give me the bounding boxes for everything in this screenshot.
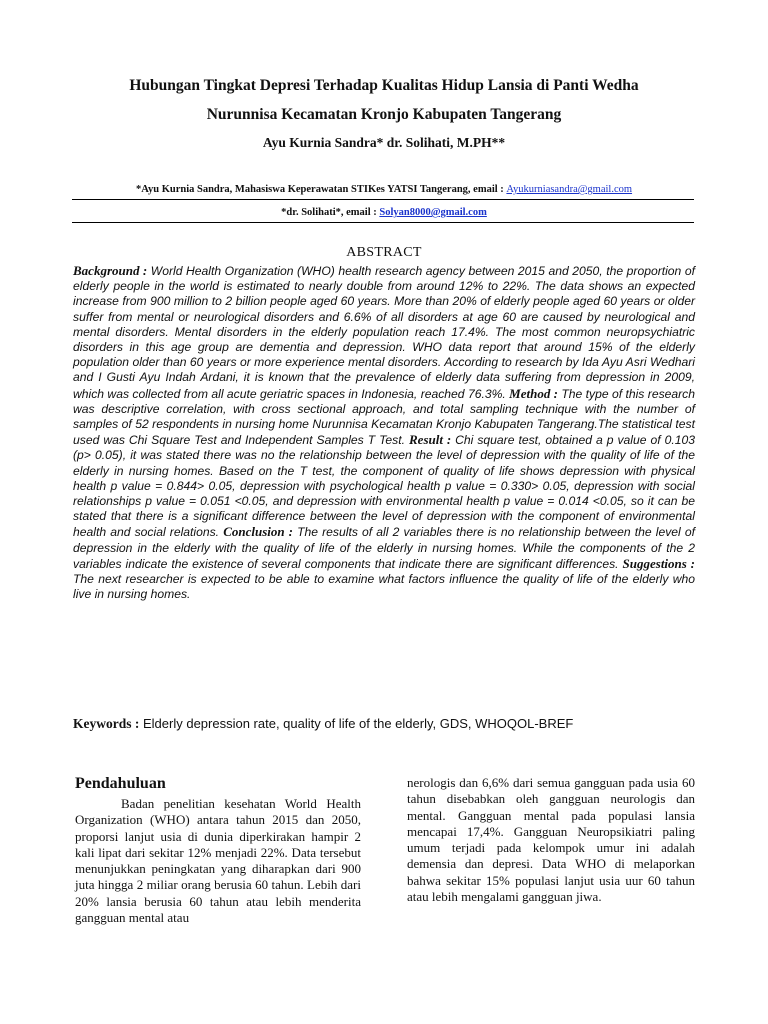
conclusion-text: The results of all 2 variables there is no relationship between the level of depression in the elderly with the quality of life of the elderly in nursing homes. While the components of the 2 variables indicate the existence of several components that indicate there are significant differences. — [73, 525, 696, 571]
paper-title-line1: Hubungan Tingkat Depresi Terhadap Kualitas Hidup Lansia di Panti Wedha — [129, 77, 639, 94]
paper-title-line2: Nurunnisa Kecamatan Kronjo Kabupaten Tangerang — [206, 106, 562, 123]
background-text: World Health Organization (WHO) health research agency between 2015 and 2050, the proportion of elderly people in the world is estimated to nearly double from around 12% to 22%. The data shows an expected increase from 900 million to 2 billion people aged 60 years. More than 20% of elderly people aged 60 years or older suffer from mental or neurological disorders and 6.6% of all disorders at age 60 are caused by neurological and mental disorders. Mental disorders in the elderly population reach 17.4%. The most common neuropsychiatric disorders in this age group are dementia and depression. WHO data report that around 15% of the elderly population older than 60 years or more experience mental disorders. According to research by Ida Ayu Asri Wedhari and I Gusti Ayu Indah Ardani, it is known that the prevalence of elderly data suffering from depression in 2009, which was collected from all acute geriatric spaces in Indonesia, reached 76.3%. — [73, 264, 695, 401]
affiliation-1 — [70, 184, 698, 195]
section-heading: Pendahuluan — [75, 775, 166, 792]
body-column-left — [75, 796, 361, 926]
suggestions-label: Suggestions : — [622, 555, 695, 571]
result-label: Result : — [409, 432, 452, 448]
email-link-2[interactable]: Solyan8000@gmail.com — [379, 207, 487, 218]
abstract-body — [73, 263, 695, 602]
affiliation-2 — [70, 207, 698, 218]
keywords-text: Elderly depression rate, quality of life of the elderly, GDS, WHOQOL-BREF — [139, 716, 574, 731]
right-paragraph: nerologis dan 6,6% dari semua gangguan pada usia 60 tahun disebabkan oleh gangguan neurologis dan mental. Gangguan mental pada populasi lansia mencapai 17,4%. Gangguan Neuropsikiatri paling umum terjadi pada kelompok umur ini adalah demensia dan depresi. Data WHO di melaporkan bahwa sekitar 15% populasi lanjut usia uur 60 tahun atau lebih mengalami gangguan jiwa. — [407, 775, 695, 905]
method-text: The type of this research was descriptive correlation, with cross sectional approach, and total sampling technique with the number of samples of 52 respondents in nursing home Nurunnisa Kecamatan Kronjo Kabupaten Tangerang.The statistical test used was Chi Square Test and Independent Samples T Test. — [73, 386, 696, 448]
suggestions-text: The next researcher is expected to be able to examine what factors influence the quality of life of the elderly who live in nursing homes. — [73, 572, 695, 602]
abstract-heading: ABSTRACT — [346, 245, 422, 260]
left-paragraph: Badan penelitian kesehatan World Health Organization (WHO) antara tahun 2015 dan 2050, proporsi lanjut usia di dunia diperkirakan hampir 2 kali lipat dari sekitar 12% menjadi 22%. Data tersebut menunjukkan peningkatan yang diharapkan dari 900 juta hingga 2 miliar orang berusia 60 tahun. Lebih dari 20% lansia berusia 60 tahun atau lebih menderita gangguan mental atau — [75, 796, 361, 926]
result-text: Chi square test, obtained a p value of 0.103 (p> 0.05), it was stated there was no the relationship between the level of depression with the quality of life of the elderly in nursing homes. Based on the T test, the component of quality of life shows depression with physical health p value = 0.844> 0.05, depression with psychological health p value = 0.330> 0.05, depression with social relationships p value = 0.051 <0.05, and depression with environmental health p value = 0.014 <0.05, so it can be stated that there is a significant difference between the level of depression with the component of environmental health and social relations. — [73, 433, 695, 540]
keywords — [73, 716, 695, 732]
affiliation-2-text: *dr. Solihati*, email : — [281, 207, 380, 218]
affiliation-1-text: *Ayu Kurnia Sandra, Mahasiswa Keperawatan STIKes YATSI Tangerang, email : — [135, 184, 507, 195]
authors: Ayu Kurnia Sandra* dr. Solihati, M.PH** — [262, 135, 506, 150]
email-link-1[interactable]: Ayukurniasandra@gmail.com — [506, 184, 633, 195]
background-label: Background : — [73, 263, 148, 278]
keywords-label: Keywords : — [73, 716, 140, 731]
divider-1 — [72, 199, 694, 200]
conclusion-label: Conclusion : — [223, 524, 293, 540]
method-label: Method : — [509, 385, 558, 401]
divider-2 — [72, 222, 694, 223]
body-column-right — [407, 775, 695, 905]
